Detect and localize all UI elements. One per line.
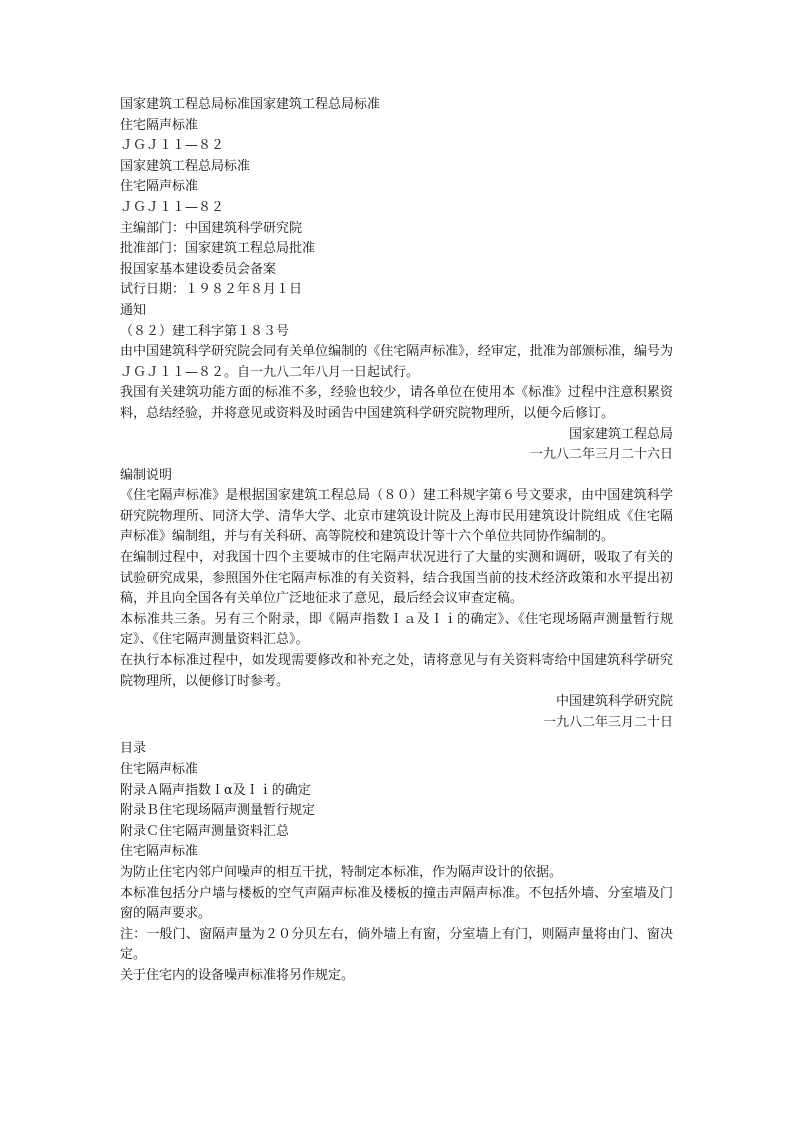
filing-note: 报国家基本建设委员会备案 bbox=[120, 261, 277, 277]
body-paragraph: 为防止住宅内邻户间噪声的相互干扰，特制定本标准，作为隔声设计的依据。 bbox=[120, 864, 563, 880]
header-block bbox=[120, 95, 673, 301]
preface-heading: 编制说明 bbox=[120, 467, 173, 483]
body-note: 注：一般门、窗隔声量为２０分贝左右，倘外墙上有窗，分室墙上有门，则隔声量将由门、窗决定。 bbox=[120, 926, 673, 963]
combined-title: 国家建筑工程总局标准国家建筑工程总局标准 bbox=[120, 97, 381, 112]
body-paragraph: 本标准包括分户墙与楼板的空气声隔声标准及楼板的撞击声隔声标准。不包括外墙、分室墙及门窗的隔声要求。 bbox=[120, 885, 673, 922]
toc-heading: 目录 bbox=[120, 741, 147, 757]
toc-item: 附录Ａ隔声指数Ｉα及Ｉｉ的确定 bbox=[120, 782, 311, 798]
issuer-title: 国家建筑工程总局标准 bbox=[120, 158, 251, 174]
body-section bbox=[120, 842, 673, 986]
toc-item: 住宅隔声标准 bbox=[120, 762, 199, 777]
approver-department: 批准部门：国家建筑工程总局批准 bbox=[120, 241, 316, 257]
standard-title-repeat: 住宅隔声标准 bbox=[120, 179, 199, 195]
toc-item: 附录Ｃ住宅隔声测量资料汇总 bbox=[120, 823, 290, 839]
preface-paragraph: 《住宅隔声标准》是根据国家建筑工程总局（８０）建工科规字第６号文要求，由中国建筑科学研究院物理所、同济大学、清华大学、北京市建筑设计院及上海市民用建筑设计院组成《住宅隔声标准》编制组，并与有关科研、高等院校和建筑设计等十六个单位共同协作编制的。 bbox=[120, 488, 673, 545]
standard-title: 住宅隔声标准 bbox=[120, 117, 199, 133]
trial-date: 试行日期：１９８２年８月１日 bbox=[120, 282, 303, 298]
notice-heading: 通知 bbox=[120, 302, 147, 318]
preface-paragraph: 本标准共三条。另有三个附录，即《隔声指数Ｉａ及Ｉｉ的确定》、《住宅现场隔声测量暂行规定》、《住宅隔声测量资料汇总》。 bbox=[120, 611, 673, 648]
body-heading: 住宅隔声标准 bbox=[120, 844, 199, 860]
preface-signature: 中国建筑科学研究院 bbox=[555, 694, 673, 710]
notice-section bbox=[120, 301, 673, 466]
notice-date: 一九八二年三月二十六日 bbox=[529, 447, 673, 463]
preface-date: 一九八二年三月二十日 bbox=[542, 714, 673, 730]
notice-doc-number: （８２）建工科字第１８３号 bbox=[120, 323, 290, 339]
body-paragraph: 关于住宅内的设备噪声标准将另作规定。 bbox=[120, 967, 355, 983]
preface-section bbox=[120, 466, 673, 734]
preface-paragraph: 在执行本标准过程中，如发现需要修改和补充之处，请将意见与有关资料寄给中国建筑科学研究院物理所，以便修订时参考。 bbox=[120, 653, 673, 689]
standard-code: ＪＧＪ１１—８２ bbox=[120, 138, 225, 154]
standard-code-repeat: ＪＧＪ１１—８２ bbox=[120, 199, 225, 215]
toc-section bbox=[120, 739, 673, 842]
notice-paragraph: 由中国建筑科学研究院会同有关单位编制的《住宅隔声标准》，经审定，批准为部颁标准，编号为ＪＧＪ１１—８２。自一九八二年八月一日起试行。 bbox=[120, 344, 673, 380]
preface-paragraph: 在编制过程中，对我国十四个主要城市的住宅隔声状况进行了大量的实测和调研，吸取了有关的试验研究成果，参照国外住宅隔声标准的有关资料，结合我国当前的技术经济政策和水平提出初稿，并且向全国各有关单位广泛地征求了意见，最后经会议审查定稿。 bbox=[120, 550, 673, 607]
notice-signature: 国家建筑工程总局 bbox=[568, 426, 673, 442]
editor-department: 主编部门：中国建筑科学研究院 bbox=[120, 220, 303, 236]
toc-item: 附录Ｂ住宅现场隔声测量暂行规定 bbox=[120, 803, 316, 819]
document-page bbox=[120, 95, 673, 987]
notice-paragraph: 我国有关建筑功能方面的标准不多，经验也较少，请各单位在使用本《标准》过程中注意积累资料，总结经验，并将意见或资料及时函告中国建筑科学研究院物理所，以便今后修订。 bbox=[120, 385, 673, 421]
